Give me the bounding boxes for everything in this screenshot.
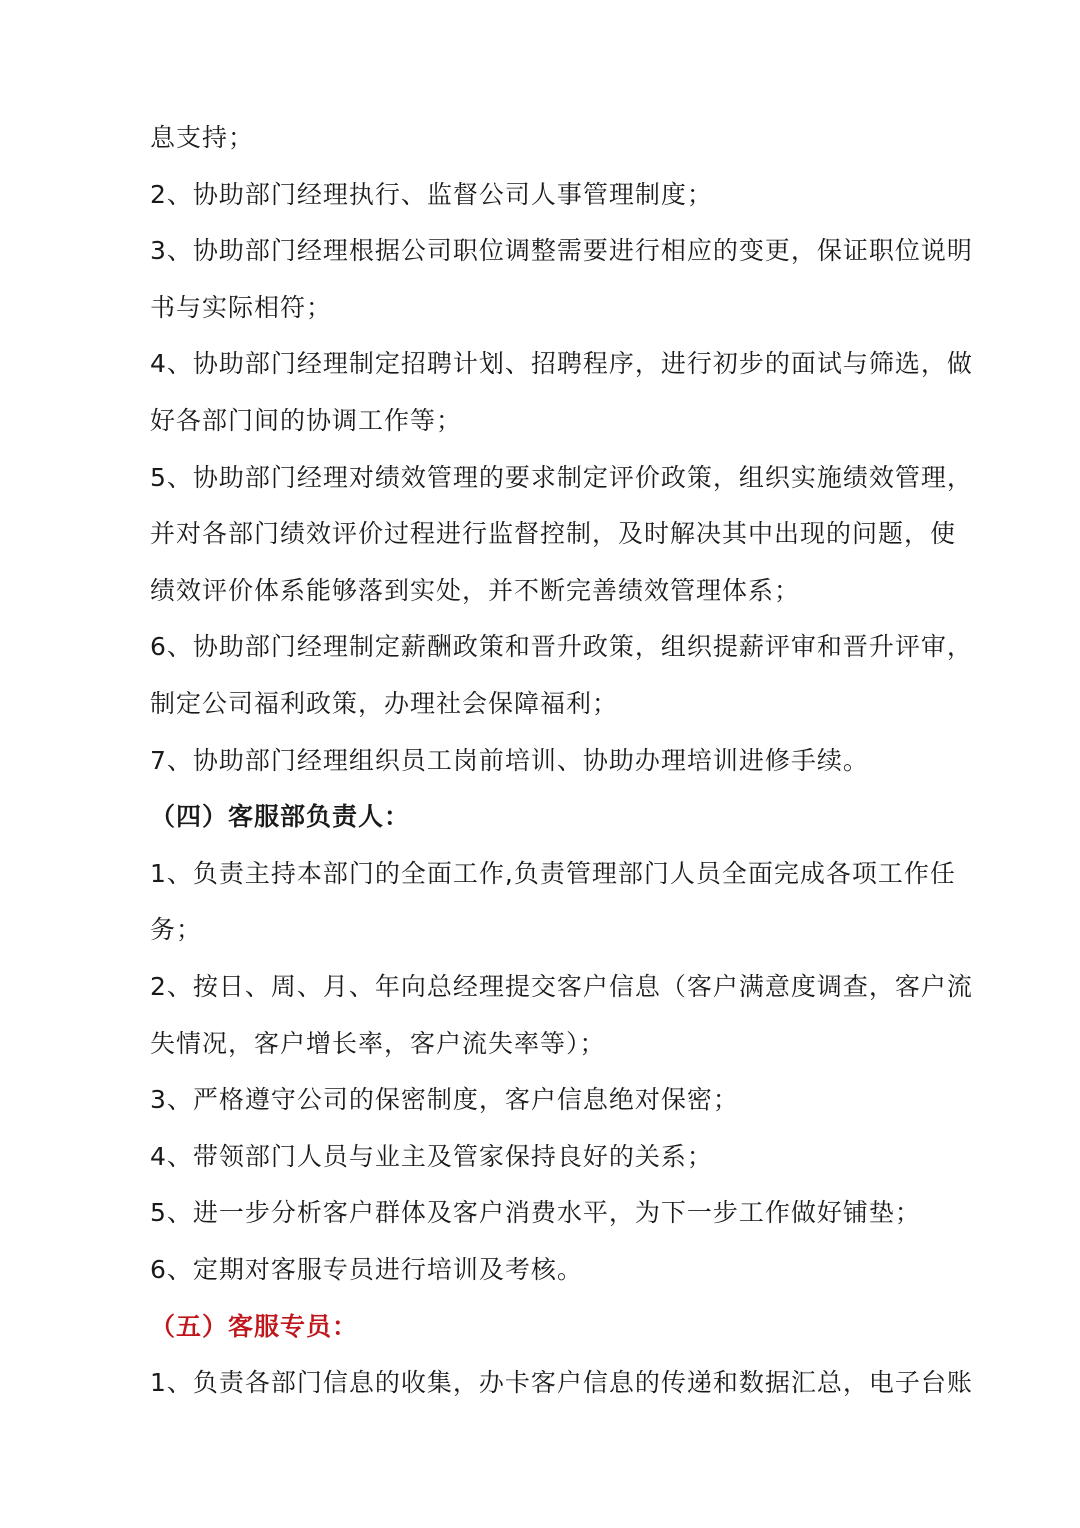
text-line: 5、协助部门经理对绩效管理的要求制定评价政策，组织实施绩效管理，	[150, 463, 973, 492]
text-line: 2、协助部门经理执行、监督公司人事管理制度；	[150, 180, 713, 209]
text-line: 并对各部门绩效评价过程进行监督控制，及时解决其中出现的问题，使	[150, 519, 957, 548]
text-line: 1、负责主持本部门的全面工作,负责管理部门人员全面完成各项工作任	[150, 859, 956, 888]
text-line: 4、带领部门人员与业主及管家保持良好的关系；	[150, 1142, 713, 1171]
text-line: 制定公司福利政策，办理社会保障福利；	[150, 689, 619, 718]
text-line: 3、协助部门经理根据公司职位调整需要进行相应的变更，保证职位说明	[150, 236, 973, 265]
text-line: 务；	[150, 915, 203, 944]
text-line: 5、进一步分析客户群体及客户消费水平，为下一步工作做好铺垫；	[150, 1198, 921, 1227]
text-line: 书与实际相符；	[150, 293, 333, 322]
text-line: 好各部门间的协调工作等；	[150, 406, 463, 435]
text-line: 7、协助部门经理组织员工岗前培训、协助办理培训进修手续。	[150, 746, 869, 775]
text-line: 2、按日、周、月、年向总经理提交客户信息（客户满意度调查，客户流	[150, 972, 973, 1001]
text-line: 1、负责各部门信息的收集，办卡客户信息的传递和数据汇总，电子台账	[150, 1368, 973, 1397]
text-line: 4、协助部门经理制定招聘计划、招聘程序，进行初步的面试与筛选，做	[150, 349, 973, 378]
text-line: 6、协助部门经理制定薪酬政策和晋升政策，组织提薪评审和晋升评审，	[150, 632, 973, 661]
text-line: 失情况，客户增长率，客户流失率等）；	[150, 1029, 606, 1058]
section-heading-5: （五）客服专员：	[150, 1312, 359, 1341]
text-line: 绩效评价体系能够落到实处，并不断完善绩效管理体系；	[150, 576, 801, 605]
section-heading-4: （四）客服部负责人：	[150, 802, 411, 831]
text-line: 息支持；	[150, 123, 255, 152]
text-line: 3、严格遵守公司的保密制度，客户信息绝对保密；	[150, 1085, 739, 1114]
text-line: 6、定期对客服专员进行培训及考核。	[150, 1255, 583, 1284]
